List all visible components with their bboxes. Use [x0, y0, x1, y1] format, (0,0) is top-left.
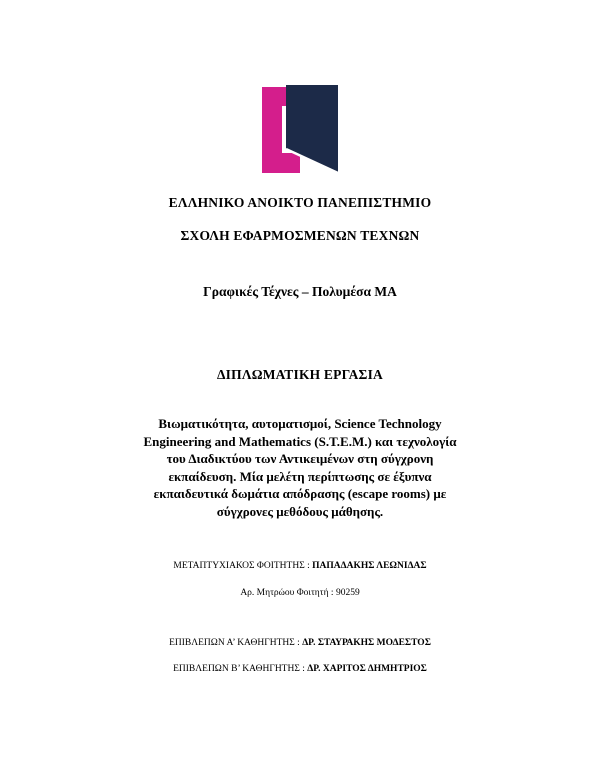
school-name: ΣΧΟΛΗ ΕΦΑΡΜΟΣΜΕΝΩΝ ΤΕΧΝΩΝ — [180, 228, 420, 243]
student-row — [0, 561, 600, 571]
thesis-title — [100, 415, 500, 520]
supervisor-a-label: ΕΠΙΒΛΕΠΩΝ Α’ ΚΑΘΗΓΗΤΗΣ : — [169, 638, 303, 648]
title-line: Engineering and Mathematics (S.T.E.M.) και τεχνολογία — [143, 433, 457, 449]
title-line: Βιωματικότητα, αυτοματισμοί, Science Technology — [158, 416, 442, 431]
supervisor-a-name: ΔΡ. ΣΤΑΥΡΑΚΗΣ ΜΟΔΕΣΤΟΣ — [302, 638, 431, 648]
supervisor-b-name: ΔΡ. ΧΑΡΙΤΟΣ ΔΗΜΗΤΡΙΟΣ — [307, 664, 427, 674]
title-line: εκπαίδευση. Μία μελέτη περίπτωσης σε έξυπνα — [168, 468, 432, 484]
registration-number: 90259 — [335, 588, 360, 598]
student-label: ΜΕΤΑΠΤΥΧΙΑΚΟΣ ΦΟΙΤΗΤΗΣ : — [173, 561, 313, 571]
student-name: ΠΑΠΑΔΑΚΗΣ ΛΕΩΝΙΔΑΣ — [312, 561, 427, 571]
supervisor-a-row — [0, 638, 600, 648]
university-logo — [262, 85, 338, 173]
thesis-type: ΔΙΠΛΩΜΑΤΙΚΗ ΕΡΓΑΣΙΑ — [217, 367, 383, 382]
registration-label: Αρ. Μητρώου Φοιτητή : — [240, 588, 336, 598]
title-line: του Διαδικτύου των Αντικειμένων στη σύγχρονη — [166, 451, 434, 466]
supervisor-b-row — [0, 664, 600, 674]
title-line: σύγχρονες μεθόδους μάθησης. — [216, 503, 384, 519]
program-name: Γραφικές Τέχνες – Πολυμέσα ΜΑ — [203, 284, 397, 299]
registration-row — [0, 588, 600, 598]
title-line: εκπαιδευτικά δωμάτια απόδρασης (escape rooms) με — [153, 486, 447, 501]
university-name: ΕΛΛΗΝΙΚΟ ΑΝΟΙΚΤΟ ΠΑΝΕΠΙΣΤΗΜΙΟ — [168, 195, 432, 210]
supervisor-b-label: ΕΠΙΒΛΕΠΩΝ Β’ ΚΑΘΗΓΗΤΗΣ : — [173, 664, 308, 674]
